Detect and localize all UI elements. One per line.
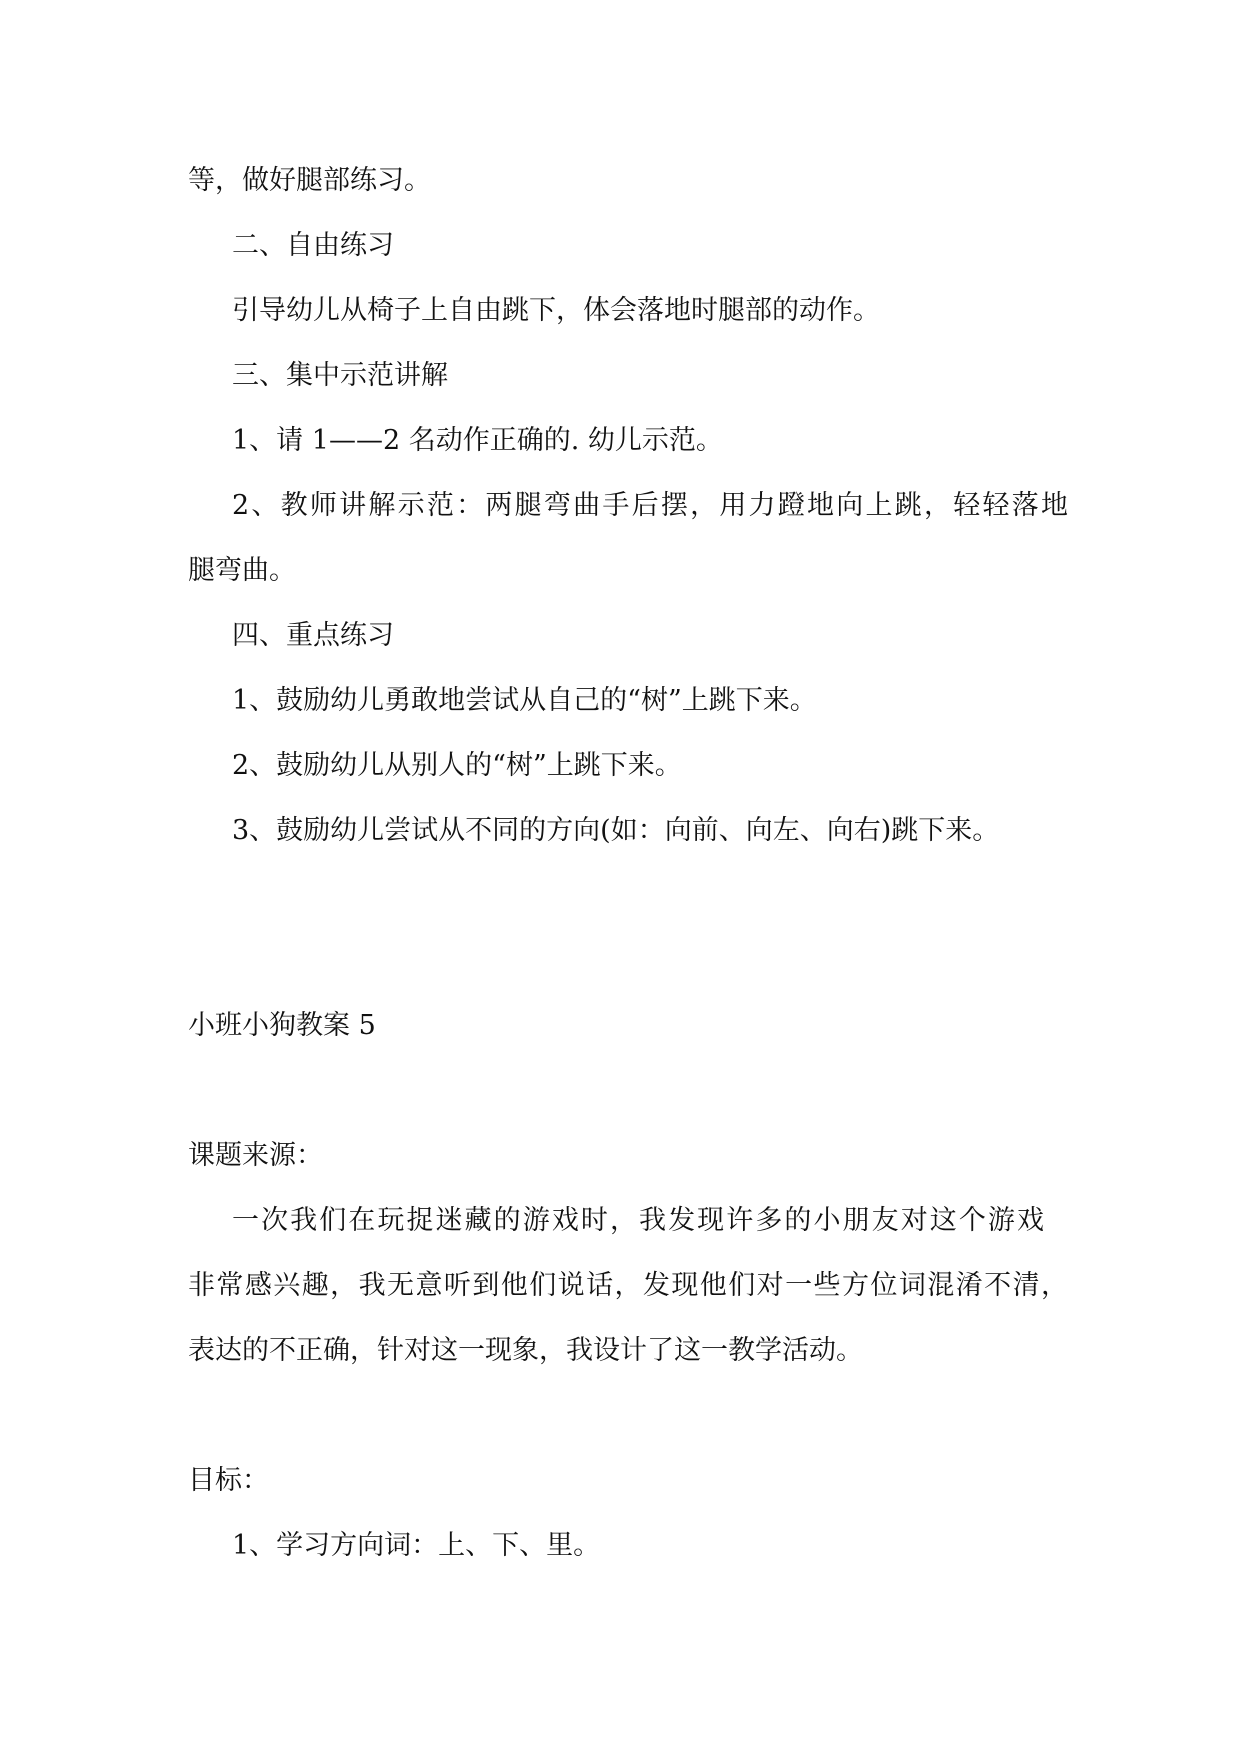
list-item-demonstration-1: 1、请 1——2 名动作正确的. 幼儿示范。: [232, 425, 723, 456]
lesson-title: 小班小狗教案 5: [188, 1010, 376, 1041]
section-heading-goals: 目标：: [188, 1465, 269, 1496]
list-item-key-practice-2: 2、鼓励幼儿从别人的“树”上跳下来。: [232, 750, 682, 781]
section-heading-source: 课题来源：: [188, 1140, 323, 1171]
section-heading-free-practice: 二、自由练习: [232, 230, 394, 261]
section-heading-key-practice: 四、重点练习: [232, 620, 394, 651]
paragraph-source-line-1: 一次我们在玩捉迷藏的游戏时，我发现许多的小朋友对这个游戏: [232, 1205, 1044, 1236]
section-heading-demonstration: 三、集中示范讲解: [232, 360, 448, 391]
list-item-key-practice-3: 3、鼓励幼儿尝试从不同的方向(如：向前、向左、向右)跳下来。: [232, 815, 1000, 846]
list-item-goal-1: 1、学习方向词：上、下、里。: [232, 1530, 601, 1561]
paragraph-source-line-3: 表达的不正确，针对这一现象，我设计了这一教学活动。: [188, 1335, 863, 1366]
list-item-key-practice-1: 1、鼓励幼儿勇敢地尝试从自己的“树”上跳下来。: [232, 685, 817, 716]
list-item-demonstration-2: 2、教师讲解示范：两腿弯曲手后摆，用力蹬地向上跳，轻轻落地: [232, 490, 1068, 521]
paragraph-source-line-2: 非常感兴趣，我无意听到他们说话，发现他们对一些方位词混淆不清，: [188, 1270, 1068, 1301]
list-item-demonstration-2-continuation: 腿弯曲。: [188, 555, 296, 586]
paragraph-free-practice: 引导幼儿从椅子上自由跳下，体会落地时腿部的动作。: [232, 295, 880, 326]
paragraph-continuation: 等，做好腿部练习。: [188, 165, 431, 196]
